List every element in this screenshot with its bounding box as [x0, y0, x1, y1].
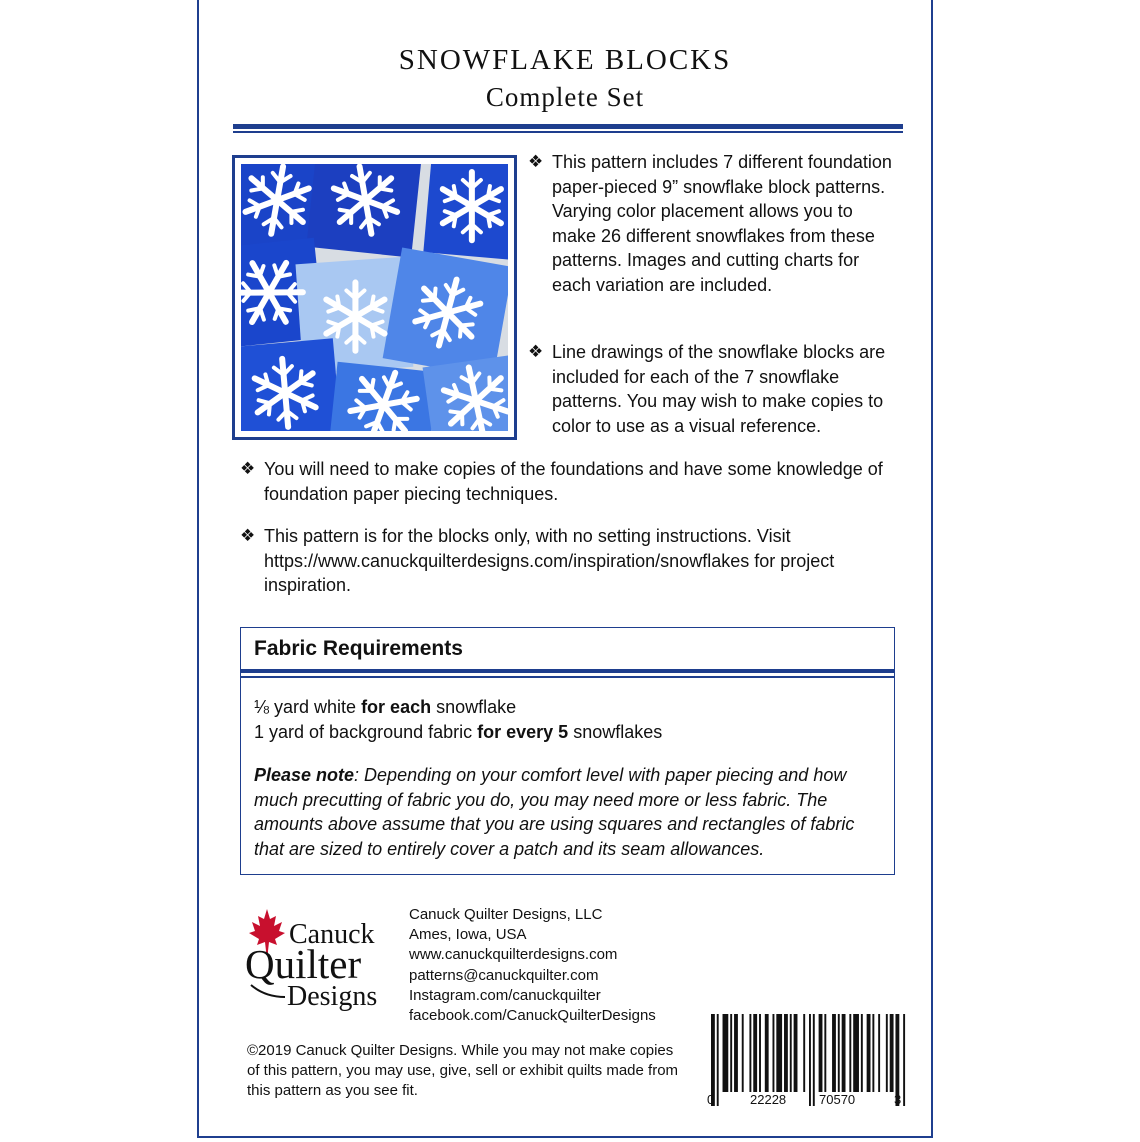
barcode-group-1: 22228 — [750, 1092, 787, 1107]
barcode-bar — [772, 1014, 774, 1092]
logo-word-3: Designs — [287, 981, 378, 1012]
diamond-bullet-icon: ❖ — [240, 526, 256, 545]
page-title: SNOWFLAKE BLOCKS — [398, 44, 732, 76]
logo-graphic — [245, 905, 395, 1017]
diamond-bullet-icon: ❖ — [528, 342, 544, 361]
bullet-text-1: This pattern includes 7 different foundation paper-pieced 9” snowflake block patterns. Varying color placement allows you to make 26 different snowflakes from these patterns. Images and cutting charts for each variation are included. — [552, 152, 892, 295]
requirement-white-amount: ⅛ yard white — [254, 697, 362, 717]
diamond-bullet-icon: ❖ — [528, 152, 544, 171]
requirement-white — [254, 695, 662, 720]
please-note-label: Please note — [254, 765, 355, 785]
barcode-bar — [842, 1014, 846, 1092]
fabric-rule-thin — [241, 676, 894, 678]
barcode-bar — [753, 1014, 757, 1092]
barcode-bar — [838, 1014, 840, 1092]
company-name: Canuck Quilter Designs, LLC — [409, 906, 603, 923]
barcode-bar — [824, 1014, 826, 1092]
barcode-bar — [878, 1014, 880, 1092]
barcode-bar — [742, 1014, 744, 1092]
email-link[interactable]: patterns@canuckquilter.com — [409, 966, 599, 984]
facebook-link[interactable]: facebook.com/CanuckQuilterDesigns — [409, 1007, 656, 1025]
bullet-text-2: Line drawings of the snowflake blocks are included for each of the 7 snowflake patterns. You may wish to make copies to color to use as a visual reference. — [552, 342, 886, 436]
canuck-quilter-logo — [245, 905, 395, 1017]
barcode-bar — [749, 1014, 751, 1092]
title-rule-thick — [233, 124, 903, 129]
title-rule-thin — [233, 131, 903, 133]
requirement-background — [254, 720, 662, 745]
copyright-notice: ©2019 Canuck Quilter Designs. While you may not make copies of this pattern, you may use, give, sell or exhibit quilts made from this pattern as you see fit. — [247, 1042, 679, 1100]
barcode-bar — [717, 1014, 719, 1106]
fabric-requirements-box — [240, 627, 895, 875]
barcode-bar — [813, 1014, 815, 1106]
snowflake-blocks-illustration — [241, 164, 508, 431]
barcode-bar — [832, 1014, 836, 1092]
pattern-back-cover — [197, 0, 933, 1138]
snowflake-blocks-photo — [232, 155, 517, 440]
barcode-bar — [849, 1014, 851, 1092]
barcode-digit-right: 3 — [894, 1092, 902, 1107]
barcode-bar — [819, 1014, 823, 1092]
please-note — [254, 763, 884, 861]
diamond-bullet-icon: ❖ — [240, 459, 256, 478]
bullet-item-1 — [528, 150, 898, 298]
barcode-bar — [903, 1014, 905, 1106]
instagram-link[interactable]: Instagram.com/canuckquilter — [409, 986, 601, 1004]
bullet-item-2 — [528, 340, 898, 438]
fabric-rule-thick — [241, 669, 894, 673]
upc-barcode — [709, 1014, 909, 1106]
bullet-text-4: This pattern is for the blocks only, with no setting instructions. Visit https://www.canuckquilterdesigns.com/inspiration/snowflakes for project inspiration. — [264, 526, 835, 596]
company-location: Ames, Iowa, USA — [409, 926, 527, 944]
barcode-bar — [759, 1014, 761, 1092]
barcode-bar — [765, 1014, 769, 1092]
requirement-white-unit: snowflake — [431, 697, 517, 717]
barcode-bar — [872, 1014, 874, 1092]
logo-word-2: Quilter — [245, 941, 362, 987]
barcode-digit-left: 0 — [707, 1092, 715, 1107]
website-link[interactable]: www.canuckquilterdesigns.com — [409, 946, 618, 964]
please-note-text: : Depending on your comfort level with paper piecing and how much precutting of fabric you do, you may need more or less fabric. The amounts above assume that you are using squares and rectangles of fabric that are sized to entirely cover a patch and its seam allowances. — [254, 765, 855, 859]
barcode-bar — [790, 1014, 792, 1092]
requirement-background-amount: 1 yard of background fabric — [254, 721, 478, 742]
barcode-bar — [861, 1014, 863, 1092]
barcode-bar — [803, 1014, 805, 1092]
requirement-background-emphasis: for every 5 — [477, 721, 569, 742]
bullet-item-3 — [240, 457, 900, 506]
barcode-bar — [776, 1014, 782, 1092]
logo-word-1: Canuck — [289, 919, 375, 950]
barcode-bar — [794, 1014, 798, 1092]
requirement-background-unit: snowflakes — [568, 721, 663, 742]
barcode-bar — [890, 1014, 894, 1092]
barcode-bar — [809, 1014, 811, 1106]
fabric-requirements-heading: Fabric Requirements — [254, 637, 463, 660]
barcode-bar — [734, 1014, 738, 1092]
barcode-bar — [723, 1014, 729, 1092]
barcode-bar — [853, 1014, 859, 1092]
barcode-bar — [867, 1014, 871, 1092]
barcode-group-2: 70570 — [819, 1092, 856, 1107]
bullet-text-3: You will need to make copies of the foundations and have some knowledge of foundation paper piecing techniques. — [264, 459, 883, 504]
contact-info — [409, 905, 656, 1026]
barcode-bar — [730, 1014, 732, 1092]
fabric-requirements-list — [254, 695, 662, 744]
barcode-bar — [886, 1014, 888, 1092]
barcode-bar — [784, 1014, 788, 1092]
page-subtitle: Complete Set — [485, 82, 645, 112]
bullet-item-4 — [240, 524, 900, 598]
requirement-white-emphasis: for each — [361, 697, 432, 717]
